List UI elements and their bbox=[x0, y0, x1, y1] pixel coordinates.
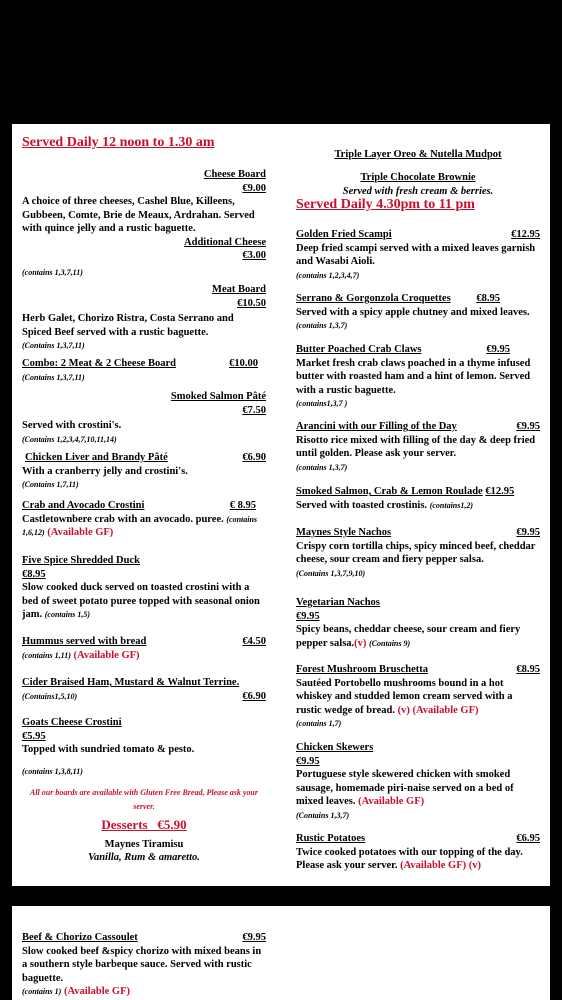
croquettes-price: €8.95 bbox=[476, 293, 500, 304]
terrine-price: €6.90 bbox=[242, 690, 266, 702]
veg-nachos-item bbox=[296, 596, 540, 650]
brownie-name: Triple Chocolate Brownie bbox=[360, 172, 476, 183]
right-header: Served Daily 4.30pm to 11 pm bbox=[296, 197, 475, 212]
nachos-desc: Crispy corn tortilla chips, spicy minced beef, cheddar cheese, sour cream and fiery pepper salsa. bbox=[296, 540, 536, 565]
combo-price: €10.00 bbox=[229, 358, 258, 369]
cassoulet-gf: (Available GF) bbox=[63, 986, 130, 997]
additional-cheese-price: €3.00 bbox=[242, 250, 266, 261]
duck-name: Five Spice Shredded Duck bbox=[22, 555, 140, 566]
arancini-name: Arancini with our Filling of the Day bbox=[296, 421, 457, 432]
cheese-board-allergens: (contains 1,3,7,11) bbox=[22, 267, 83, 277]
duck-allergens: (contains 1,5) bbox=[44, 610, 91, 619]
duck-item bbox=[22, 554, 266, 622]
cassoulet-allergens: (contains 1) bbox=[22, 987, 62, 996]
left-header: Served Daily 12 noon to 1.30 am bbox=[22, 135, 215, 150]
additional-cheese-name: Additional Cheese bbox=[184, 236, 266, 248]
tiramisu-name: Maynes Tiramisu bbox=[104, 838, 184, 850]
crab-claws-name: Butter Poached Crab Claws bbox=[296, 344, 422, 355]
meat-board-desc: Herb Galet, Chorizo Ristra, Costa Serrano and Spiced Beef served with a rustic baguette. bbox=[22, 313, 234, 338]
croquettes-name: Serrano & Gorgonzola Croquettes bbox=[296, 293, 451, 304]
crab-crostini-item bbox=[22, 499, 266, 540]
salmon-pate-name: Smoked Salmon Pâté bbox=[170, 391, 266, 402]
potatoes-item bbox=[296, 832, 540, 873]
roulade-item bbox=[296, 485, 540, 512]
goats-item bbox=[22, 716, 266, 778]
terrine-item bbox=[22, 676, 266, 703]
menu-page-2 bbox=[12, 906, 550, 1000]
croquettes-allergens: (contains 1,3,7) bbox=[296, 321, 348, 330]
potatoes-name: Rustic Potatoes bbox=[296, 833, 366, 844]
meat-board-price: €10.50 bbox=[237, 297, 266, 309]
veg-nachos-desc: Spicy beans, cheddar cheese, sour cream and fiery pepper salsa. bbox=[296, 624, 521, 649]
skewers-desc: Portuguese style skewered chicken with smoked sausage, homemade piri-naise served on a bed of mixed leaves. bbox=[296, 769, 514, 807]
crab-crostini-desc: Castletownbere crab with an avocado. puree. bbox=[22, 513, 224, 525]
salmon-pate-allergens: (Contains 1,2,3,4,7,10,11,14) bbox=[22, 434, 117, 444]
bruschetta-allergens: (contains 1,7) bbox=[296, 719, 342, 728]
arancini-desc: Risotto rice mixed with filling of the day & deep fried until golden. Please ask your server. bbox=[296, 434, 536, 459]
skewers-item bbox=[296, 741, 540, 822]
mudpot-name: Triple Layer Oreo & Nutella Mudpot bbox=[334, 149, 502, 160]
skewers-price: €9.95 bbox=[296, 755, 320, 767]
bruschetta-gf: (Available GF) bbox=[412, 704, 479, 716]
bruschetta-price: €8.95 bbox=[516, 664, 540, 675]
duck-desc: Slow cooked duck served on toasted crostini with a bed of sweet potato puree topped with seasonal onion jam. bbox=[22, 582, 260, 620]
cassoulet-item bbox=[22, 931, 266, 999]
salmon-pate-item bbox=[22, 390, 266, 446]
croquettes-item bbox=[296, 292, 540, 333]
desserts-header bbox=[22, 818, 266, 832]
crab-crostini-gf: (Available GF) bbox=[47, 527, 114, 538]
veg-nachos-name: Vegetarian Nachos bbox=[296, 597, 380, 608]
nachos-name: Maynes Style Nachos bbox=[296, 527, 392, 538]
crab-claws-item bbox=[296, 343, 540, 411]
brownie-desc: Served with fresh cream & berries. bbox=[342, 185, 494, 197]
croquettes-desc: Served with a spicy apple chutney and mixed leaves. bbox=[296, 306, 530, 318]
hummus-item bbox=[22, 635, 266, 662]
roulade-desc: Served with toasted crostinis. bbox=[296, 499, 428, 511]
combo-allergens: (Contains 1,3,7,11) bbox=[22, 372, 85, 382]
potatoes-desc: Twice cooked potatoes with our topping of the day. Please ask your server. bbox=[296, 846, 523, 871]
crab-crostini-name: Crab and Avocado Crostini bbox=[22, 500, 145, 511]
liver-pate-price: €6.90 bbox=[242, 452, 266, 463]
cheese-board-name: Cheese Board bbox=[203, 169, 266, 180]
desserts-price: €5.90 bbox=[157, 817, 187, 832]
liver-pate-desc: With a cranberry jelly and crostini's. bbox=[22, 465, 188, 477]
cheese-board-price: €9.00 bbox=[242, 182, 266, 194]
nachos-allergens: (Contains 1,3,7,9,10) bbox=[296, 568, 366, 578]
crab-claws-desc: Market fresh crab claws poached in a thyme infused butter with roasted ham and a hint of lemon. Served with a rustic baguette. bbox=[296, 357, 531, 396]
scampi-item bbox=[296, 228, 540, 282]
terrine-name: Cider Braised Ham, Mustard & Walnut Terrine. bbox=[22, 677, 240, 688]
salmon-pate-desc: Served with crostini's. bbox=[22, 420, 122, 431]
goats-name: Goats Cheese Crostini bbox=[22, 717, 122, 728]
meat-board-item bbox=[22, 283, 266, 353]
crab-crostini-price: € 8.95 bbox=[229, 500, 256, 511]
desserts-title: Desserts bbox=[101, 817, 148, 832]
tiramisu-desc: Vanilla, Rum & amaretto. bbox=[88, 852, 200, 863]
scampi-desc: Deep fried scampi served with a mixed leaves garnish and Wasabi Aioli. bbox=[296, 242, 536, 267]
cheese-board-item bbox=[22, 168, 266, 279]
bruschetta-desc: Sautéed Portobello mushrooms bound in a hot whiskey and studded lemon cream served with a rustic wedge of bread. bbox=[296, 677, 513, 716]
meat-board-name: Meat Board bbox=[212, 284, 266, 295]
desserts-section bbox=[22, 818, 266, 865]
terrine-allergens: (Contains1,5,10) bbox=[22, 691, 78, 701]
meat-board-allergens: (Contains 1,3,7,11) bbox=[22, 341, 85, 350]
bruschetta-item bbox=[296, 663, 540, 731]
goats-price: €5.95 bbox=[22, 730, 46, 742]
combo-item bbox=[22, 357, 266, 384]
arancini-allergens: (contains 1,3,7) bbox=[296, 462, 348, 472]
arancini-price: €9.95 bbox=[516, 421, 540, 432]
hummus-price: €4.50 bbox=[242, 636, 266, 647]
veg-nachos-price: €9.95 bbox=[296, 610, 320, 622]
goats-allergens: (contains 1,3,8,11) bbox=[22, 766, 83, 776]
crab-claws-allergens: (contains1,3,7 ) bbox=[296, 399, 348, 408]
potatoes-price: €6.95 bbox=[516, 833, 540, 844]
scampi-name: Golden Fried Scampi bbox=[296, 229, 392, 240]
scampi-allergens: (contains 1,2,3,4,7) bbox=[296, 270, 360, 280]
bruschetta-name: Forest Mushroom Bruschetta bbox=[296, 664, 429, 675]
roulade-allergens: (contains1,2) bbox=[429, 500, 474, 510]
skewers-allergens: (Contains 1,3,7) bbox=[296, 810, 350, 820]
hummus-gf: (Available GF) bbox=[73, 649, 140, 661]
arancini-item bbox=[296, 420, 540, 474]
bruschetta-v: (v) bbox=[397, 704, 410, 716]
cassoulet-price: €9.95 bbox=[242, 932, 266, 943]
mudpot-item bbox=[296, 148, 540, 162]
brownie-item bbox=[296, 171, 540, 198]
scampi-price: €12.95 bbox=[511, 229, 540, 240]
crab-claws-price: €9.95 bbox=[486, 344, 510, 355]
hummus-allergens: (contains 1,11) bbox=[22, 650, 71, 660]
nachos-price: €9.95 bbox=[516, 527, 540, 538]
skewers-gf: (Available GF) bbox=[358, 796, 425, 807]
cheese-board-desc: A choice of three cheeses, Cashel Blue, Killeens, Gubbeen, Comte, Brie de Meaux, Ardrahan. Served with quince jelly and a rustic baguette. bbox=[22, 196, 255, 234]
boards-note: All our boards are available with Gluten Free Bread, Please ask your server. bbox=[29, 788, 258, 811]
liver-pate-allergens: (Contains 1,7,11) bbox=[22, 480, 79, 489]
crab-crostini-allergens: (contains 1,6,12) bbox=[22, 514, 258, 537]
liver-pate-name: Chicken Liver and Brandy Pâté bbox=[25, 452, 168, 463]
duck-price: €8.95 bbox=[22, 568, 46, 580]
hummus-name: Hummus served with bread bbox=[22, 636, 147, 647]
cassoulet-name: Beef & Chorizo Cassoulet bbox=[22, 932, 138, 943]
nachos-item bbox=[296, 526, 540, 580]
roulade-name: Smoked Salmon, Crab & Lemon Roulade bbox=[296, 486, 483, 497]
skewers-name: Chicken Skewers bbox=[296, 742, 374, 753]
roulade-price: €12.95 bbox=[485, 486, 515, 497]
cassoulet-desc: Slow cooked beef &spicy chorizo with mixed beans in a southern style barbeque sauce. Served with rustic baguette. bbox=[22, 945, 262, 984]
salmon-pate-price: €7.50 bbox=[242, 404, 266, 416]
goats-desc: Topped with sundried tomato & pesto. bbox=[22, 744, 195, 755]
menu-page-1 bbox=[12, 124, 550, 886]
veg-nachos-v: (v) bbox=[354, 637, 367, 649]
potatoes-gf: (Available GF) (v) bbox=[400, 860, 481, 871]
liver-pate-item bbox=[22, 451, 266, 492]
veg-nachos-allergens: (Contains 9) bbox=[369, 638, 411, 648]
combo-name: Combo: 2 Meat & 2 Cheese Board bbox=[22, 358, 176, 369]
